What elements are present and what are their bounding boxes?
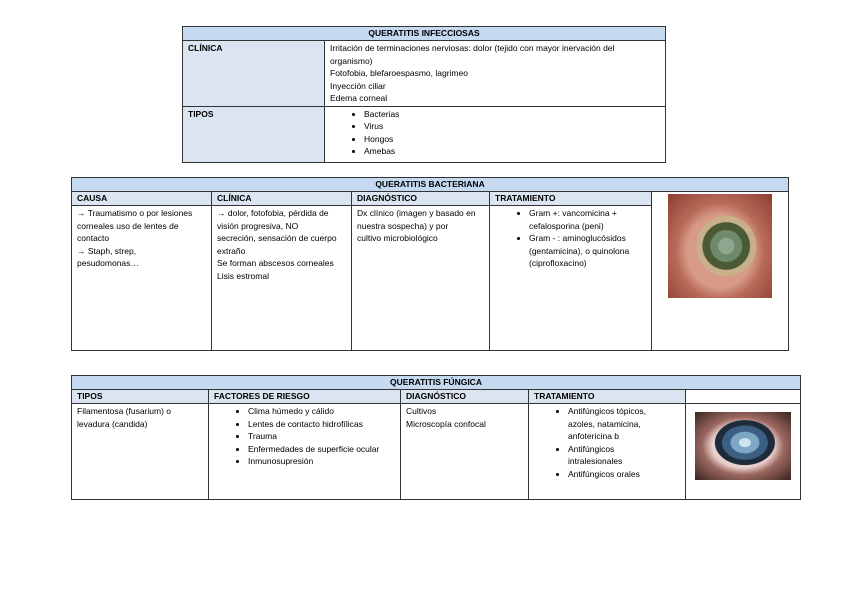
- tratamiento-line: intralesionales: [568, 456, 623, 466]
- tratamiento-line: (gentamicina), o quinolona: [529, 245, 630, 256]
- clinica-line: visión progresiva, NO: [217, 220, 299, 231]
- diagnostico-line: Cultivos: [406, 406, 437, 416]
- causa-line: → Traumatismo o por lesiones: [77, 208, 193, 218]
- causa-cell: [72, 206, 212, 351]
- clinica-line: Fotofobia, blefaroespasmo, lagrimeo: [330, 68, 468, 78]
- infecciosas-title-row: [183, 27, 666, 41]
- fungica-content-row: [72, 404, 801, 500]
- tipos-line: Filamentosa (fusarium) o: [77, 406, 172, 416]
- clinica-header: CLÍNICA: [212, 192, 352, 206]
- list-item: [529, 232, 646, 270]
- tratamiento-line: • Antifúngicos tópicos,: [568, 406, 646, 416]
- causa-line: corneales uso de lentes de: [77, 220, 179, 231]
- infecciosas-tipos-cell: [325, 106, 666, 162]
- list-item: • Lentes de contacto hidrofílicas: [248, 418, 395, 431]
- clinica-cell: [212, 206, 352, 351]
- factores-cell: [209, 404, 401, 500]
- causa-line: pesudomonas…: [77, 258, 139, 268]
- tratamiento-line: • Antifúngicos: [568, 443, 615, 454]
- list-item: • Amebas: [364, 145, 660, 158]
- fungica-header-empty: [686, 390, 801, 404]
- bacteriana-title: QUERATITIS BACTERIANA: [72, 178, 789, 192]
- bacterial-keratitis-eye-image: [668, 194, 772, 298]
- tratamiento-line: • Gram - : aminoglucósidos: [529, 233, 626, 243]
- tratamiento-line: (ciprofloxacino): [529, 258, 587, 268]
- bacteriana-image-cell: [652, 192, 789, 351]
- tratamiento-header: TRATAMIENTO: [490, 192, 652, 206]
- clinica-line: organismo): [330, 55, 373, 66]
- clinica-line: Se forman abscesos corneales: [217, 258, 334, 268]
- diagnostico-line: nuestra sospecha) y por: [357, 220, 449, 231]
- list-item: • Virus: [364, 120, 660, 133]
- fungica-title-row: [72, 376, 801, 390]
- clinica-line: → dolor, fotofobia, pérdida de: [217, 208, 329, 218]
- fungica-header-row: [72, 390, 801, 404]
- tipos-line: levadura (candida): [77, 418, 148, 429]
- clinica-line: Inyección ciliar: [330, 80, 386, 91]
- list-item: • Bacterias: [364, 108, 660, 121]
- infecciosas-clinica-row: [183, 41, 666, 107]
- diagnostico-header: DIAGNÓSTICO: [401, 390, 529, 404]
- list-item: • Inmunosupresión: [248, 455, 395, 468]
- infecciosas-title: QUERATITIS INFECCIOSAS: [183, 27, 666, 41]
- list-item: [568, 443, 680, 468]
- bacteriana-table: [71, 177, 789, 351]
- causa-line: → Staph, strep,: [77, 245, 137, 256]
- tipos-list: [330, 108, 660, 158]
- tratamiento-line: cefalosporina (peni): [529, 220, 604, 231]
- diagnostico-line: Dx clínico (imagen y basado en: [357, 208, 476, 218]
- tipos-header: TIPOS: [72, 390, 209, 404]
- infecciosas-tipos-label: TIPOS: [183, 106, 325, 162]
- list-item: • Clima húmedo y cálido: [248, 405, 395, 418]
- tratamiento-line: azoles, natamicina,: [568, 418, 641, 429]
- tratamiento-line: • Antifúngicos orales: [568, 468, 640, 479]
- fungica-image-cell: [686, 404, 801, 500]
- fungica-title: QUERATITIS FÚNGICA: [72, 376, 801, 390]
- tratamiento-line: • Gram +: vancomicina +: [529, 208, 617, 218]
- tratamiento-line: anfotericina b: [568, 431, 620, 441]
- diagnostico-line: Microscopía confocal: [406, 418, 486, 429]
- bacteriana-header-row: [72, 192, 789, 206]
- list-item: • Trauma: [248, 430, 395, 443]
- list-item: • Hongos: [364, 133, 660, 146]
- infecciosas-table: [182, 26, 666, 163]
- list-item: [568, 468, 680, 481]
- diagnostico-line: cultivo microbiológico: [357, 233, 438, 243]
- infecciosas-tipos-row: [183, 106, 666, 162]
- causa-line: contacto: [77, 233, 110, 243]
- infecciosas-clinica-cell: [325, 41, 666, 107]
- fungica-table: [71, 375, 801, 500]
- clinica-line: Irritación de terminaciones nerviosas: dolor (tejido con mayor inervación del: [330, 43, 615, 53]
- causa-header: CAUSA: [72, 192, 212, 206]
- factores-list: [214, 405, 395, 468]
- factores-header: FACTORES DE RIESGO: [209, 390, 401, 404]
- tratamiento-list: [495, 207, 646, 270]
- clinica-line: secreción, sensación de cuerpo: [217, 233, 337, 243]
- tratamiento-cell: [490, 206, 652, 351]
- clinica-line: Edema corneal: [330, 93, 388, 103]
- infecciosas-clinica-label: CLÍNICA: [183, 41, 325, 107]
- tratamiento-cell: [529, 404, 686, 500]
- list-item: • Enfermedades de superficie ocular: [248, 443, 395, 456]
- tratamiento-header: TRATAMIENTO: [529, 390, 686, 404]
- fungal-keratitis-eye-image: [695, 412, 791, 480]
- diagnostico-header: DIAGNÓSTICO: [352, 192, 490, 206]
- diagnostico-cell: [352, 206, 490, 351]
- bacteriana-title-row: [72, 178, 789, 192]
- list-item: [529, 207, 646, 232]
- list-item: [568, 405, 680, 443]
- clinica-line: extraño: [217, 245, 246, 256]
- clinica-line: Lisis estromal: [217, 270, 269, 281]
- tipos-cell: [72, 404, 209, 500]
- tratamiento-list: [534, 405, 680, 480]
- diagnostico-cell: [401, 404, 529, 500]
